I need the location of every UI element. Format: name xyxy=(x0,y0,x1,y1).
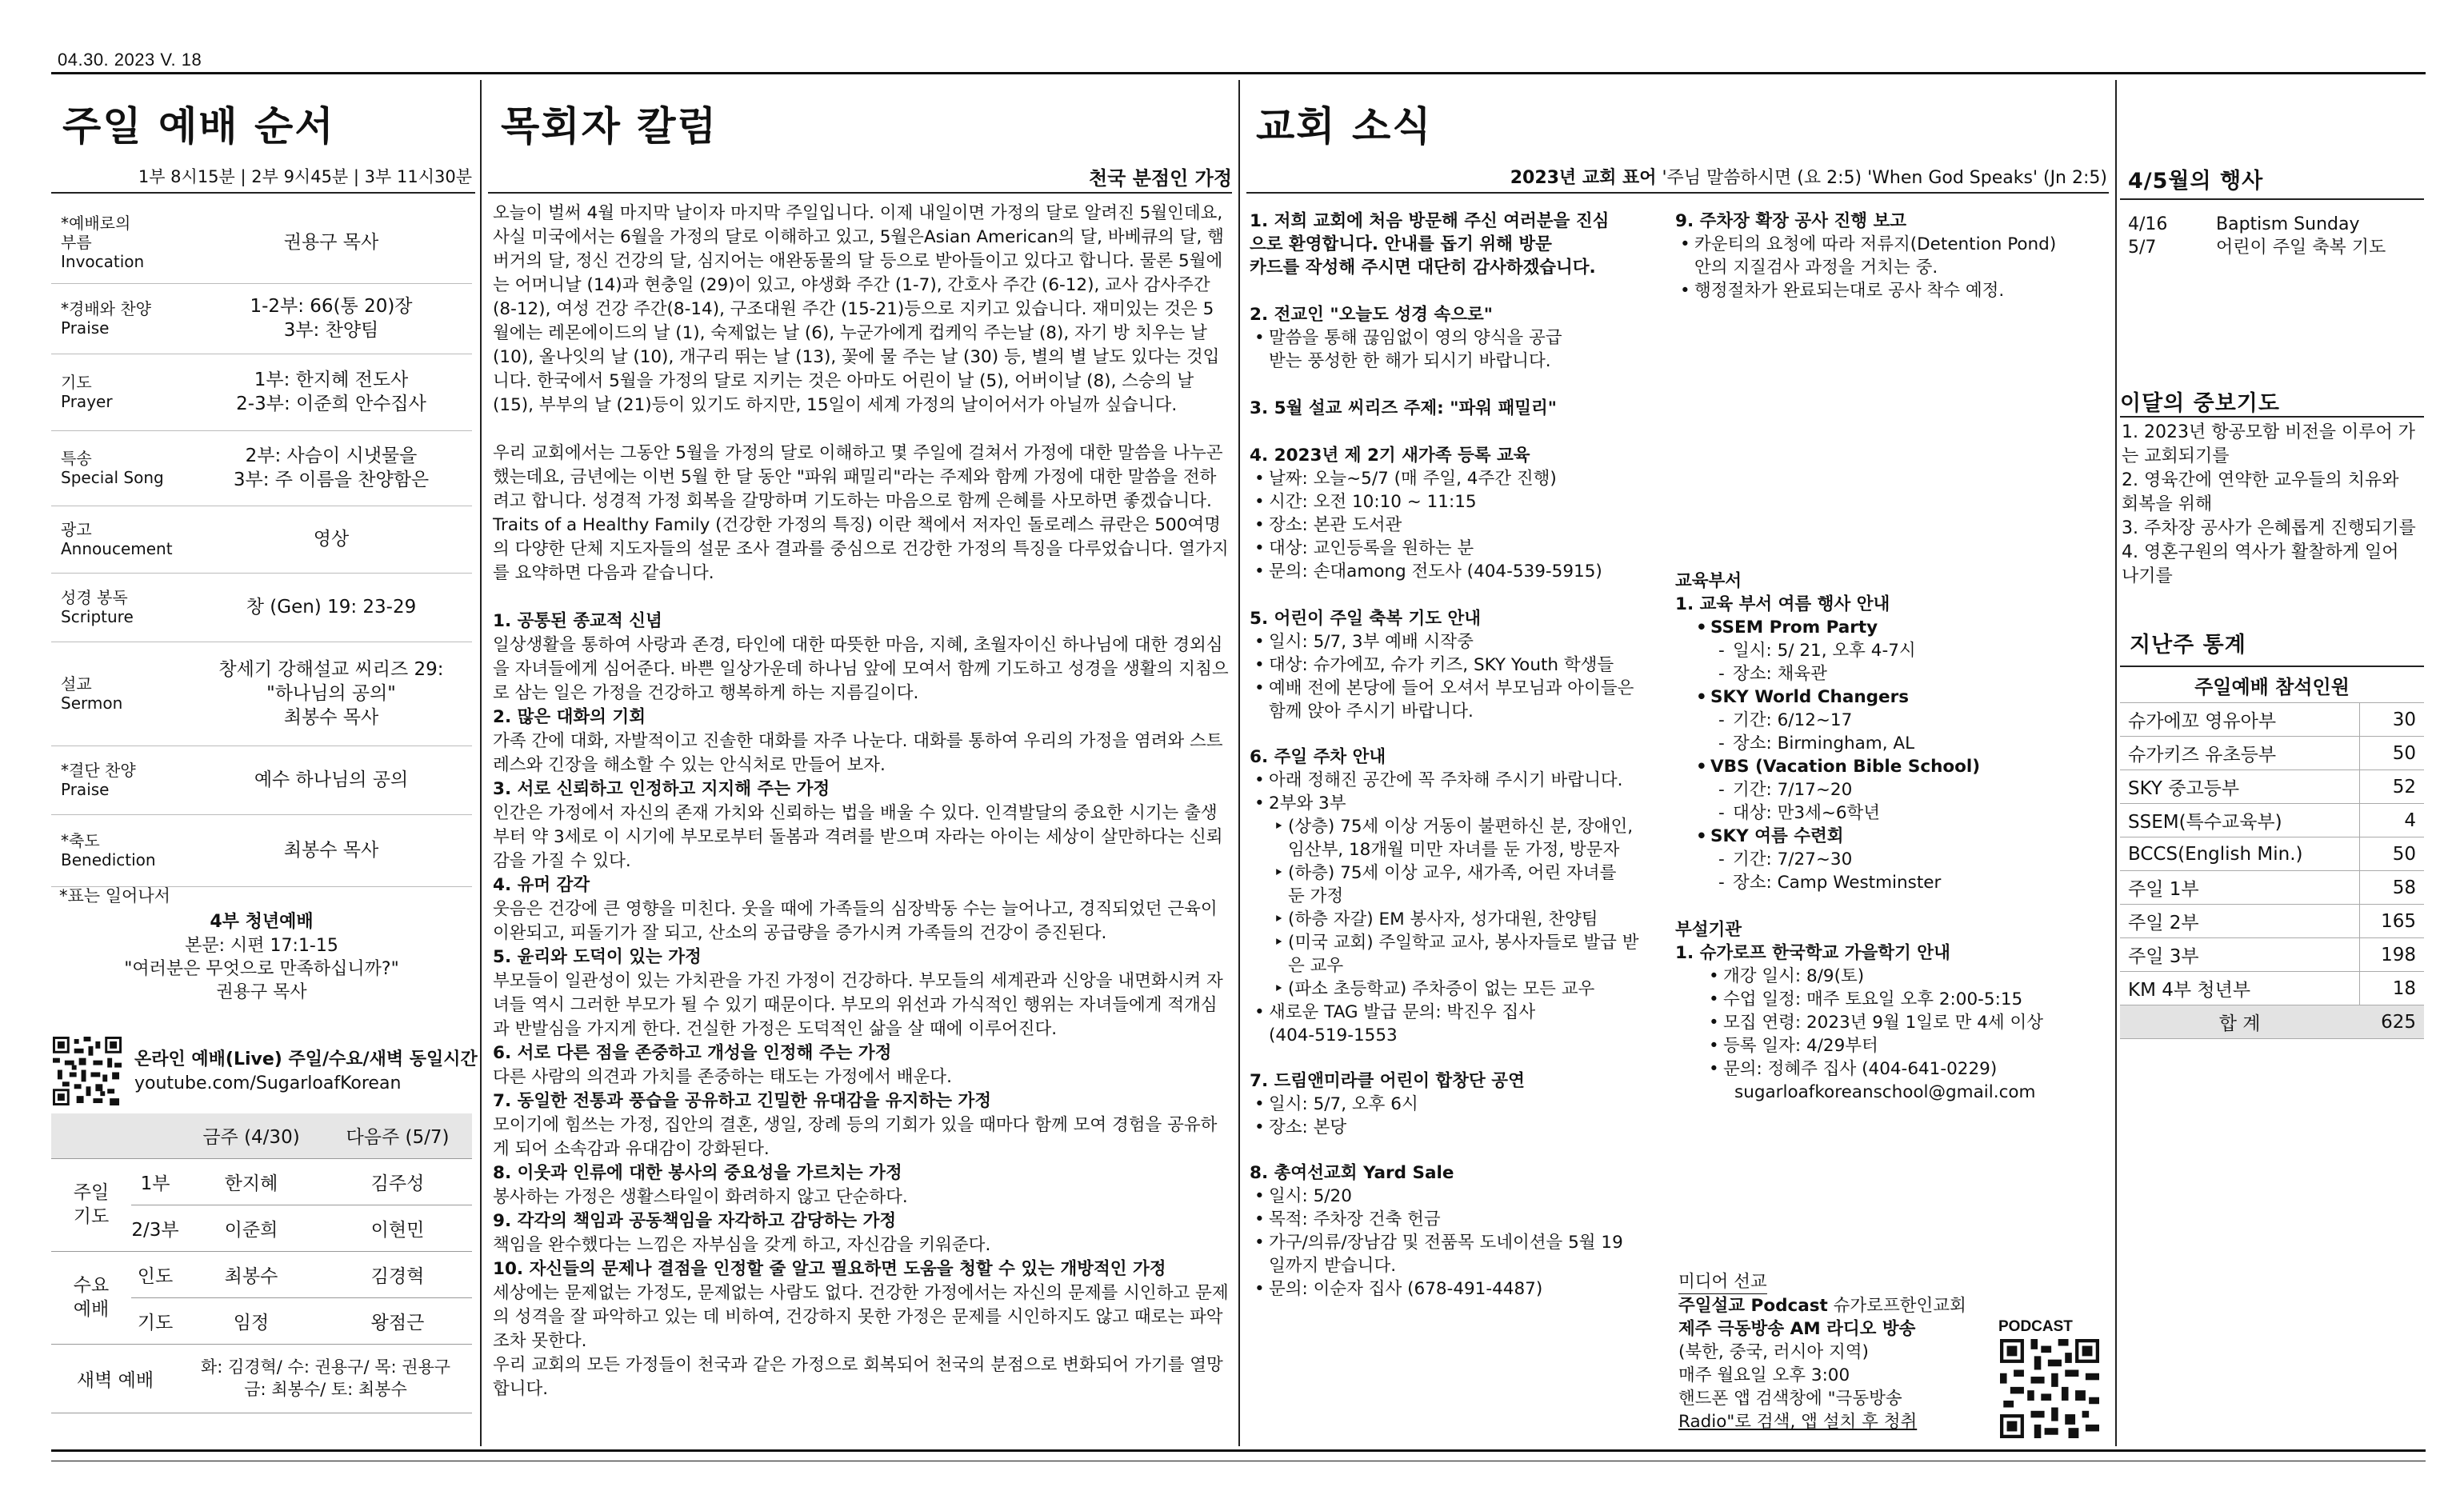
education-event-name: • VBS (Vacation Bible School) xyxy=(1710,755,2107,778)
podcast-qr-label: PODCAST xyxy=(1998,1318,2073,1335)
radio-schedule: 매주 월요일 오후 3:00 xyxy=(1678,1365,1850,1385)
prayer-request: 1. 2023년 항공모함 비전을 이루어 가 는 교회되기를 xyxy=(2122,422,2415,466)
worship-order-label: *예배로의 부름 Invocation xyxy=(61,214,145,271)
parking-zone-item: ‣ (미국 교회) 주일학교 교사, 봉사자들로 발급 받 은 교우 xyxy=(1288,931,1666,977)
trait-heading: 4. 유머 감각 xyxy=(493,875,590,895)
column-divider xyxy=(2115,80,2117,1446)
worship-order-label: *결단 찬양 Praise xyxy=(61,761,136,799)
attendance-group: BCCS(English Min.) xyxy=(2120,837,2359,871)
attendance-group: 슈가키즈 유초등부 xyxy=(2120,737,2359,770)
service-times xyxy=(136,164,472,188)
worship-order-row xyxy=(51,814,472,887)
radio-app-instruction-2: Radio"로 검색, 앱 설치 후 청취 xyxy=(1678,1412,1918,1432)
education-event-name: • SKY World Changers xyxy=(1710,686,2107,709)
event-name: Baptism Sunday xyxy=(2216,214,2360,234)
stand-note: *표는 일어나서 xyxy=(59,886,170,905)
education-event-detail: - 대상: 만3세~6학년 xyxy=(1733,801,2107,825)
education-event-detail: - 장소: Camp Westminster xyxy=(1733,871,2107,894)
attendance-row xyxy=(2120,737,2424,770)
column-divider xyxy=(480,80,482,1446)
church-motto-label: 2023년 교회 표어 xyxy=(1510,168,1657,188)
attendance-row xyxy=(2120,905,2424,938)
event-date: 5/7 xyxy=(2128,238,2157,258)
attendance-table xyxy=(2120,666,2424,1039)
events-title: 4/5월의 행사 xyxy=(2128,169,2264,194)
attendance-group: SSEM(특수교육부) xyxy=(2120,804,2359,837)
worship-order-row xyxy=(51,642,472,746)
news-bullet: • 카운티의 요청에 따라 저류지(Detention Pond) 안의 지질검사 과정을 거치는 중. xyxy=(1694,233,2107,279)
attendance-group: 슈가에꼬 영유아부 xyxy=(2120,703,2359,737)
attendance-group: 주일 2부 xyxy=(2120,905,2359,938)
church-motto xyxy=(1248,164,2107,189)
news-bullet: • 시간: 오전 10:10 ~ 11:15 xyxy=(1269,490,1666,514)
trait-heading: 7. 동일한 전통과 풍습을 공유하고 긴밀한 유대감을 유지하는 가정 xyxy=(493,1091,992,1111)
healthy-family-traits-list xyxy=(493,610,1229,1353)
radio-broadcast-title: 제주 극동방송 AM 라디오 방송 xyxy=(1678,1319,1916,1339)
dawn-service-leaders: 화: 김경혁/ 수: 권용구/ 목: 권용구 금: 최봉수/ 토: 최봉수 xyxy=(179,1344,472,1413)
news-left-column xyxy=(1250,210,1666,1301)
attached-institution-label: 부설기관 xyxy=(1675,920,1742,940)
education-event-detail: - 일시: 5/ 21, 오후 4-7시 xyxy=(1733,639,2107,662)
intercessory-prayer-list xyxy=(2122,421,2426,589)
table-cell: 김주성 xyxy=(323,1158,472,1205)
service-times-text: 1부 8시15분 | 2부 9시45분 | 3부 11시30분 xyxy=(138,167,472,186)
table-cell: 이준희 xyxy=(179,1205,323,1251)
worship-order-label: 특송 Special Song xyxy=(61,449,164,487)
table-cell: 김경혁 xyxy=(323,1251,472,1297)
worship-order-title: 주일 예배 순서 xyxy=(62,103,335,150)
news-bullet: • 일시: 5/7, 3부 예배 시작중 xyxy=(1269,630,1666,654)
bottom-rule xyxy=(51,1449,2426,1452)
trait-text: 세상에는 문제없는 가정도, 문제없는 사람도 없다. 건강한 가정에서는 자신의 문제를 시인하고 문제의 성격을 잘 파악하고 있는 데 비하여, 건강하지 못한 가정은 문제를 시인하지도 않고 때로는 파악조차 못한다. xyxy=(493,1283,1229,1351)
education-label: 교육부서 xyxy=(1675,571,1742,591)
worship-order-leader: 1-2부: 66(통 20)장 3부: 찬양팀 xyxy=(250,296,413,341)
education-event-detail: - 기간: 7/27~30 xyxy=(1733,848,2107,871)
section-rule xyxy=(2120,416,2424,418)
attendance-row xyxy=(2120,938,2424,972)
pastor-column-subtitle: 천국 분점인 가정 xyxy=(1089,167,1232,190)
section-rule xyxy=(488,192,1232,194)
attendance-count: 18 xyxy=(2359,972,2424,1005)
news-bullet: • 장소: 본당 xyxy=(1269,1116,1666,1139)
news-item-yard-sale: 8. 총여선교회 Yard Sale xyxy=(1250,1163,1454,1183)
youth-service-text: 본문: 시편 17:1-15 xyxy=(185,936,338,956)
parking-zone-item: ‣ (하층) 75세 이상 교우, 새가족, 어린 자녀를 둔 가정 xyxy=(1288,861,1666,908)
radio-app-instruction-1: 핸드폰 앱 검색창에 "극동방송 xyxy=(1678,1389,1902,1409)
education-event xyxy=(1675,686,2107,755)
newcomer-class-details xyxy=(1250,467,1666,583)
prayer-request: 2. 영육간에 연약한 교우들의 치유와 회복을 위해 xyxy=(2122,470,2399,514)
education-event-detail: - 기간: 6/12~17 xyxy=(1733,709,2107,732)
trait-heading: 5. 윤리와 도덕이 있는 가정 xyxy=(493,947,702,967)
worship-order-row xyxy=(51,283,472,354)
column-closing: 우리 교회의 모든 가정들이 천국과 같은 가정으로 회복되어 천국의 분점으로 변화되어 가기를 열망합니다. xyxy=(493,1355,1223,1399)
section-rule xyxy=(1246,192,2109,194)
trait-text: 가족 간에 대화, 자발적이고 진솔한 대화를 자주 나눈다. 대화를 통하여 우리의 가정을 염려와 스트레스와 긴장을 해소할 수 있는 안식처로 만들어 보자. xyxy=(493,731,1223,775)
news-bullet: • 예배 전에 본당에 들어 오셔서 부모님과 아이들은 함께 앉아 주시기 바랍니다. xyxy=(1269,677,1666,723)
school-detail: • 개강 일시: 8/9(토) xyxy=(1723,965,2107,988)
school-detail: • 수업 일정: 매주 토요일 오후 2:00-5:15 xyxy=(1723,988,2107,1011)
attendance-row xyxy=(2120,972,2424,1005)
table-cell: 기도 xyxy=(131,1297,179,1344)
column-paragraph: 우리 교회에서는 그동안 5월을 가정의 달로 이해하고 몇 주일에 걸쳐서 가정에 대한 말씀을 나누곤 했는데요, 금년에는 이번 5월 한 달 동안 "파워 패밀리"라는 주제와 함께 가정에 대한 말씀을 전하려고 합니다. 성경적 가정 회복을 갈망하며 기도하는 마음으로 함께 은혜를 사모하면 좋겠습니다. Traits of a Healthy Family (건강한 가정의 특징) 이란 책에서 저자인 돌로레스 큐란은 500여명의 다양한 단체 지도자들의 설문 조사 결과를 중심으로 건강한 가정의 특징을 다루었습니다. 열가지를 요약하면 다음과 같습니다. xyxy=(493,443,1229,583)
attendance-count: 4 xyxy=(2359,804,2424,837)
worship-order-row xyxy=(51,506,472,574)
news-item-children-blessing: 5. 어린이 주일 축복 기도 안내 xyxy=(1250,609,1482,629)
education-event-name: • SKY 여름 수련회 xyxy=(1710,825,2107,848)
trait-heading: 2. 많은 대화의 기회 xyxy=(493,707,646,727)
attendance-count: 58 xyxy=(2359,871,2424,905)
news-bullet: • 장소: 본관 도서관 xyxy=(1269,514,1666,537)
parking-zone-item: ‣ (하층 자갈) EM 봉사자, 성가대원, 찬양팀 xyxy=(1288,908,1666,931)
attendance-total-label: 합 계 xyxy=(2120,1005,2359,1039)
worship-order-leader: 창 (Gen) 19: 23-29 xyxy=(246,597,417,618)
youth-service-message: "여러분은 무엇으로 만족하십니까?" xyxy=(124,959,399,979)
table-cell: 최봉수 xyxy=(179,1251,323,1297)
trait-text: 웃음은 건강에 큰 영향을 미친다. 웃을 때에 가족들의 심장박동 수는 늘어나고, 경직되었던 근육이 이완되고, 피돌기가 잘 되고, 산소의 공급량을 증가시켜 가족들의 건강이 증진된다. xyxy=(493,899,1218,943)
worship-order-label: 설교 Sermon xyxy=(61,674,123,713)
trait-heading: 10. 자신들의 문제나 결점을 인정할 줄 알고 필요하면 도움을 청할 수 있는 개방적인 가정 xyxy=(493,1259,1166,1279)
worship-order-leader: 최봉수 목사 xyxy=(283,840,379,861)
news-bullet: • 말씀을 통해 끊임없이 영의 양식을 공급 받는 풍성한 한 해가 되시기 바랍니다. xyxy=(1269,326,1666,373)
table-cell: 이현민 xyxy=(323,1205,472,1251)
youth-service-pastor: 권용구 목사 xyxy=(216,982,307,1002)
table-cell: 1부 xyxy=(131,1158,179,1205)
wednesday-service-label: 수요 예배 xyxy=(51,1251,131,1344)
attendance-count: 52 xyxy=(2359,770,2424,804)
media-mission-section xyxy=(1678,1270,2022,1433)
news-bullet: • 날짜: 오늘~5/7 (매 주일, 4주간 진행) xyxy=(1269,467,1666,490)
table-header-this-week: 금주 (4/30) xyxy=(179,1113,323,1158)
church-motto-text: '주님 말씀하시면 (요 2:5) 'When God Speaks' (Jn 2:5) xyxy=(1656,168,2107,188)
worship-order-row xyxy=(51,430,472,506)
parking-construction-details xyxy=(1675,233,2107,302)
worship-order-label: 성경 봉독 Scripture xyxy=(61,588,134,626)
education-event xyxy=(1675,755,2107,825)
table-header-cell xyxy=(131,1113,179,1158)
choir-concert-details xyxy=(1250,1093,1666,1139)
worship-order-row xyxy=(51,354,472,431)
event-row xyxy=(2128,213,2424,236)
news-bullet: • 일시: 5/7, 오후 6시 xyxy=(1269,1093,1666,1116)
event-row xyxy=(2128,236,2424,259)
education-events-list xyxy=(1675,616,2107,894)
trait-text: 책임을 완수했다는 느낌은 자부심을 갖게 하고, 자신감을 키워준다. xyxy=(493,1235,991,1255)
news-bullet: • 문의: 손대among 전도사 (404-539-5915) xyxy=(1269,560,1666,583)
pastor-column-body xyxy=(493,202,1229,1401)
online-worship-title: 온라인 예배(Live) 주일/수요/새벽 동일시간 xyxy=(134,1049,478,1069)
online-worship-url[interactable]: youtube.com/SugarloafKorean xyxy=(134,1073,402,1093)
attendance-group: SKY 중고등부 xyxy=(2120,770,2359,804)
news-item-bible: 2. 전교인 "오늘도 성경 속으로" xyxy=(1250,305,1493,325)
worship-order-leader: 예수 하나님의 공의 xyxy=(254,769,409,790)
education-event-name: • SSEM Prom Party xyxy=(1710,616,2107,639)
attendance-row xyxy=(2120,871,2424,905)
school-detail: • 문의: 정혜주 집사 (404-641-0229) xyxy=(1723,1057,2107,1081)
trait-text: 다른 사람의 의견과 가치를 존중하는 태도는 가정에서 배운다. xyxy=(493,1067,952,1087)
attendance-count: 165 xyxy=(2359,905,2424,938)
podcast-qr-code[interactable] xyxy=(2000,1339,2099,1438)
education-section xyxy=(1675,570,2107,1104)
prayer-request: 4. 영혼구원의 역사가 활찰하게 일어 나기를 xyxy=(2122,542,2399,586)
worship-order-row xyxy=(51,746,472,815)
worship-order-leader: 영상 xyxy=(313,529,350,550)
news-bullet: • 아래 정해진 공간에 꼭 주차해 주시기 바랍니다. xyxy=(1269,769,1666,792)
event-date: 4/16 xyxy=(2128,214,2168,234)
yard-sale-details xyxy=(1250,1185,1666,1301)
table-header-cell xyxy=(51,1113,131,1158)
table-cell: 2/3부 xyxy=(131,1205,179,1251)
news-item-choir-concert: 7. 드림앤미라클 어린이 합창단 공연 xyxy=(1250,1071,1525,1091)
news-bullet: • 가구/의류/장남감 및 전품목 도네이션을 5월 19 일까지 받습니다. xyxy=(1269,1231,1666,1277)
trait-heading: 9. 각각의 책임과 공동책임을 자각하고 감당하는 가정 xyxy=(493,1211,897,1231)
attendance-row xyxy=(2120,770,2424,804)
attendance-row xyxy=(2120,703,2424,737)
news-item-newcomer-class: 4. 2023년 제 2기 새가족 등록 교육 xyxy=(1250,446,1530,466)
korean-school-details xyxy=(1675,965,2107,1081)
news-bullet: • 일시: 5/20 xyxy=(1269,1185,1666,1208)
podcast-church-name: 슈가로프한인교회 xyxy=(1827,1296,1966,1316)
news-item-sermon-series: 3. 5월 설교 씨리즈 주제: "파워 패밀리" xyxy=(1250,398,1557,418)
intercessory-prayer-title: 이달의 중보기도 xyxy=(2120,391,2280,416)
korean-school-title: 1. 슈가로프 한국학교 가을학기 안내 xyxy=(1675,943,1950,963)
trait-text: 부모들이 일관성이 있는 가치관을 가진 가정이 건강하다. 부모들의 세계관과 신앙을 내면화시켜 자녀들 역시 그러한 부모가 될 수 있기 때문이다. 부모의 위선과 가식적인 행위는 자녀들에게 적개심과 반발심을 가지게 한다. 건실한 가정은 도덕적인 삶을 살 때에 이루어진다. xyxy=(493,971,1223,1039)
children-blessing-details xyxy=(1250,630,1666,723)
attendance-count: 30 xyxy=(2359,703,2424,737)
education-summer-events-title: 1. 교육 부서 여름 행사 안내 xyxy=(1675,594,1890,614)
trait-text: 인간은 가정에서 자신의 존재 가치와 신뢰하는 법을 배울 수 있다. 인격발달의 중요한 시기는 출생부터 약 3세로 이 시기에 부모로부터 돌봄과 격려를 받으며 자라는 아이는 세상이 살만하다는 신뢰감을 가질 수 있다. xyxy=(493,803,1223,871)
pastor-column-title: 목회자 칼럼 xyxy=(501,103,718,150)
weekly-stats-title: 지난주 통계 xyxy=(2130,633,2246,658)
youth-service-title: 4부 청년예배 xyxy=(210,912,314,932)
school-detail: • 등록 일자: 4/29부터 xyxy=(1723,1034,2107,1057)
news-bullet: • 2부와 3부 xyxy=(1269,792,1666,815)
attendance-group: 주일 1부 xyxy=(2120,871,2359,905)
attendance-group: 주일 3부 xyxy=(2120,938,2359,972)
news-item-parking: 6. 주일 주차 안내 xyxy=(1250,747,1386,767)
parking-zone-list xyxy=(1269,815,1666,1001)
news-bullet: • 새로운 TAG 발급 문의: 박진우 집사 (404-519-1553 xyxy=(1269,1001,1666,1047)
trait-text: 봉사하는 가정은 생활스타일이 화려하지 않고 단순하다. xyxy=(493,1187,908,1207)
media-mission-label: 미디어 선교 xyxy=(1678,1270,1767,1294)
dawn-service-label: 새벽 예배 xyxy=(51,1344,179,1413)
education-event-detail: - 장소: Birmingham, AL xyxy=(1733,732,2107,755)
attendance-count: 50 xyxy=(2359,737,2424,770)
section-rule xyxy=(51,192,475,194)
church-news-title: 교회 소식 xyxy=(1256,103,1433,150)
trait-heading: 8. 이웃과 인류에 대한 봉사의 중요성을 가르치는 가정 xyxy=(493,1163,902,1183)
attendance-table-title: 주일예배 참석인원 xyxy=(2120,666,2424,703)
section-rule xyxy=(2120,198,2424,200)
table-cell: 한지혜 xyxy=(179,1158,323,1205)
worship-order-leader: 권용구 목사 xyxy=(283,232,379,253)
attendance-row xyxy=(2120,837,2424,871)
education-event-detail: - 장소: 채육관 xyxy=(1733,662,2107,686)
parking-details xyxy=(1250,769,1666,1047)
news-bullet: • 대상: 슈가에꼬, 슈가 키즈, SKY Youth 학생들 xyxy=(1269,654,1666,677)
prayer-request: 3. 주차장 공사가 은혜롭게 진행되기를 xyxy=(2122,518,2416,538)
news-bullet: • 문의: 이순자 집사 (678-491-4487) xyxy=(1269,1277,1666,1301)
trait-text: 모이기에 힘쓰는 가정, 집안의 결혼, 생일, 장례 등의 기회가 있을 때마다 함께 모여 경험을 공유하게 되어 소속감과 유대감이 강화된다. xyxy=(493,1115,1218,1159)
worship-order-label: *경배와 찬양 Praise xyxy=(61,299,151,338)
attendance-group: KM 4부 청년부 xyxy=(2120,972,2359,1005)
parking-zone-item: ‣ (파소 초등학교) 주차증이 없는 모든 교우 xyxy=(1288,977,1666,1001)
worship-order-label: 기도 Prayer xyxy=(61,373,113,411)
news-bullet: • 대상: 교인등록을 원하는 분 xyxy=(1269,537,1666,560)
worship-order-row xyxy=(51,202,472,284)
radio-region: (북한, 중국, 러시아 지역) xyxy=(1678,1342,1869,1362)
prayer-duty-table xyxy=(51,1113,472,1413)
youtube-qr-code[interactable] xyxy=(53,1037,122,1105)
education-event xyxy=(1675,825,2107,894)
news-bullet: • 목적: 주차장 건축 헌금 xyxy=(1269,1208,1666,1231)
column-paragraph: 오늘이 벌써 4월 마지막 날이자 마지막 주일입니다. 이제 내일이면 가정의 달로 알려진 5월인데요, 사실 미국에서는 6월을 가정의 달로 이해하고 있고, 5월은Asian American의 달, 바베큐의 달, 햄버거의 달, 정신 건강의 달, 심지어는 애완동물의 달 등으로 받아들이고 있다고 합니다. 물론 5월에는 어머니날 (14)과 현충일 (29)이 있고, 야생화 주간 (1-7), 간호사 주간 (6-12), 교사 감사주간 (8-12), 여성 건강 주간(8-14), 구조대원 주간 (15-21)등으로 지키고 있습니다. 재미있는 것은 5월에는 레몬에이드의 날 (1), 숙제없는 날 (6), 누군가에게 컵케익 주는날 (8), 자기 방 치우는 날 (10), 올나잇의 날 (10), 개구리 뛰는 날 (13), 꽃에 물 주는 날 (30) 등, 별의 별 날도 있다는 것입니다. 한국에서 5월을 가정의 달로 지키는 것은 아마도 어린이 날 (5), 어버이날 (8), 스승의 날 (15), 부부의 날 (21)등이 있기도 하지만, 15일이 세계 가정의 날이어서가 아닐까 싶습니다. xyxy=(493,203,1224,415)
worship-order-leader: 창세기 강해설교 씨리즈 29: "하나님의 공의" 최봉수 목사 xyxy=(218,659,444,728)
trait-heading: 1. 공통된 종교적 신념 xyxy=(493,611,662,631)
attendance-count: 50 xyxy=(2359,837,2424,871)
table-header-next-week: 다음주 (5/7) xyxy=(323,1113,472,1158)
trait-text: 일상생활을 통하여 사랑과 존경, 타인에 대한 따뜻한 마음, 지혜, 초월자이신 하나님에 대한 경외심을 자녀들에게 심어준다. 바쁜 일상가운데 하나님 앞에 모여서 함께 기도하고 성경을 생활의 지침으로 삼는 일은 가정을 건강하고 행복하게 하는 지름길이다. xyxy=(493,635,1229,703)
table-cell: 임정 xyxy=(179,1297,323,1344)
trait-heading: 3. 서로 신뢰하고 인정하고 지지해 주는 가정 xyxy=(493,779,830,799)
sunday-prayer-label: 주일 기도 xyxy=(51,1158,131,1251)
table-cell: 인도 xyxy=(131,1251,179,1297)
news-bullet: • 행정절차가 완료되는대로 공사 착수 예정. xyxy=(1694,279,2107,302)
column-divider xyxy=(1238,80,1240,1446)
korean-school-email[interactable]: sugarloafkoreanschool@gmail.com xyxy=(1734,1082,2036,1102)
worship-order-label: 광고 Annoucement xyxy=(61,520,173,558)
parking-zone-item: ‣ (상층) 75세 이상 거동이 불편하신 분, 장애인, 임산부, 18개월 미만 자녀를 둔 가정, 방문자 xyxy=(1288,815,1666,861)
worship-order-label: *축도 Benediction xyxy=(61,831,156,869)
table-cell: 왕점근 xyxy=(323,1297,472,1344)
education-event-detail: - 기간: 7/17~20 xyxy=(1733,778,2107,801)
bulletin-date-version: 04.30. 2023 V. 18 xyxy=(58,50,202,70)
podcast-label: 주일설교 Podcast xyxy=(1678,1296,1828,1316)
top-rule xyxy=(51,72,2426,74)
events-list xyxy=(2128,213,2424,259)
worship-order-row xyxy=(51,573,472,642)
event-name: 어린이 주일 축복 기도 xyxy=(2216,238,2386,258)
education-event xyxy=(1675,616,2107,686)
news-right-column xyxy=(1675,210,2107,302)
news-item-parking-construction: 9. 주차장 확장 공사 진행 보고 xyxy=(1675,211,1907,231)
attendance-row xyxy=(2120,804,2424,837)
worship-order-leader: 1부: 한지혜 전도사 2-3부: 이준희 안수집사 xyxy=(236,370,426,414)
news-item-welcome: 1. 저희 교회에 처음 방문해 주신 여러분을 진심 으로 환영합니다. 안내를 돕기 위해 방문 카드를 작성해 주시면 대단히 감사하겠습니다. xyxy=(1250,211,1610,278)
school-detail: • 모집 연령: 2023년 9월 1일로 만 4세 이상 xyxy=(1723,1011,2107,1034)
worship-order-leader: 2부: 사슴이 시냇물을 3부: 주 이름을 찬양함은 xyxy=(233,446,430,490)
attendance-count: 198 xyxy=(2359,938,2424,972)
trait-heading: 6. 서로 다른 점을 존중하고 개성을 인정해 주는 가정 xyxy=(493,1043,892,1063)
attendance-total-value: 625 xyxy=(2359,1005,2424,1039)
